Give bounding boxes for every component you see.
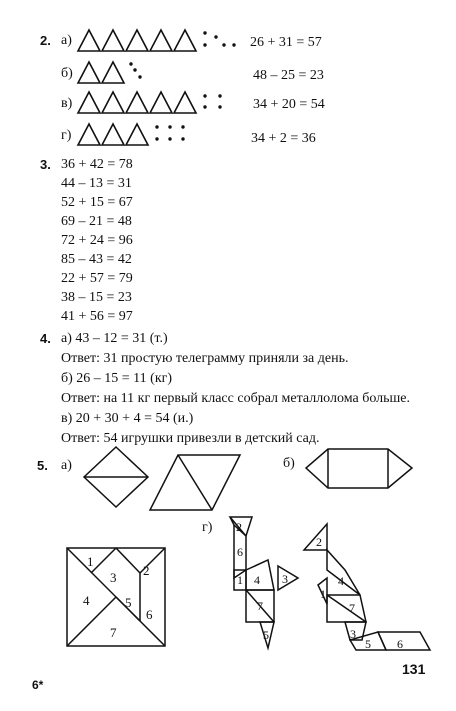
task-3-line: 72 + 24 = 96 — [61, 233, 133, 248]
piece-number: 3 — [110, 570, 117, 585]
task-5a-label: а) — [61, 458, 72, 473]
page-number: 131 — [402, 661, 426, 677]
task-4-line: в) 20 + 30 + 4 = 54 (и.) — [61, 411, 194, 426]
task-4-answer: Ответ: на 11 кг первый класс собрал металлолома больше. — [61, 391, 411, 406]
piece-number: 1 — [237, 573, 243, 587]
task-3-line: 44 – 13 = 31 — [61, 176, 132, 191]
piece-number: 4 — [83, 593, 90, 608]
task-3-line: 69 – 21 = 48 — [61, 214, 132, 229]
task-2a-label: а) — [61, 33, 72, 48]
task-3-line: 22 + 57 = 79 — [61, 271, 133, 286]
task-4-answer: Ответ: 54 игрушки привезли в детский сад. — [61, 431, 320, 446]
piece-number: 7 — [349, 601, 355, 615]
task-3-line: 52 + 15 = 67 — [61, 195, 133, 210]
piece-number: 3 — [350, 627, 356, 641]
piece-number: 1 — [320, 587, 326, 601]
diagonal-line — [178, 455, 212, 510]
piece-number: 4 — [338, 574, 344, 588]
task-2b-equation: 48 – 25 = 23 — [253, 68, 324, 83]
task-2v-label: в) — [61, 96, 73, 111]
piece-number: 5 — [125, 595, 132, 610]
task-3-line: 38 – 15 = 23 — [61, 290, 132, 305]
piece-number: 3 — [282, 572, 288, 586]
piece-number: 2 — [143, 563, 150, 578]
tangram-piece — [378, 632, 430, 650]
piece-number: 4 — [254, 573, 260, 587]
tangram-piece — [278, 566, 298, 590]
piece-number: 7 — [257, 599, 263, 613]
task-2a-equation: 26 + 31 = 57 — [250, 35, 322, 50]
task-3-number: 3. — [40, 157, 51, 172]
task-3-line: 36 + 42 = 78 — [61, 157, 133, 172]
task-3-line: 41 + 56 = 97 — [61, 309, 133, 324]
task-5g-label: г) — [202, 520, 213, 535]
piece-number: 5 — [263, 628, 269, 642]
task-2b-label: б) — [61, 66, 73, 81]
piece-number: 6 — [237, 545, 243, 559]
task-2g-equation: 34 + 2 = 36 — [251, 131, 316, 146]
tangram-piece — [246, 560, 274, 590]
task-4-line: б) 26 – 15 = 11 (кг) — [61, 371, 173, 386]
piece-number: 6 — [146, 607, 153, 622]
task-2g-label: г) — [61, 128, 72, 143]
piece-number: 2 — [316, 535, 322, 549]
piece-number: 2 — [236, 520, 242, 534]
piece-number: 6 — [397, 637, 403, 651]
piece-number: 5 — [365, 637, 371, 651]
task-4-answer: Ответ: 31 простую телеграмму приняли за день. — [61, 351, 349, 366]
hexagon-shape — [306, 449, 412, 488]
signature-mark: 6* — [32, 678, 44, 692]
piece-number: 7 — [110, 625, 117, 640]
task-4-number: 4. — [40, 331, 51, 346]
task-3-line: 85 – 43 = 42 — [61, 252, 132, 267]
task-2-number: 2. — [40, 33, 51, 48]
task-4-line: а) 43 – 12 = 31 (т.) — [61, 331, 168, 346]
piece-number: 1 — [87, 554, 94, 569]
task-5b-label: б) — [283, 456, 295, 471]
task-5-number: 5. — [37, 458, 48, 473]
task-2v-equation: 34 + 20 = 54 — [253, 97, 325, 112]
